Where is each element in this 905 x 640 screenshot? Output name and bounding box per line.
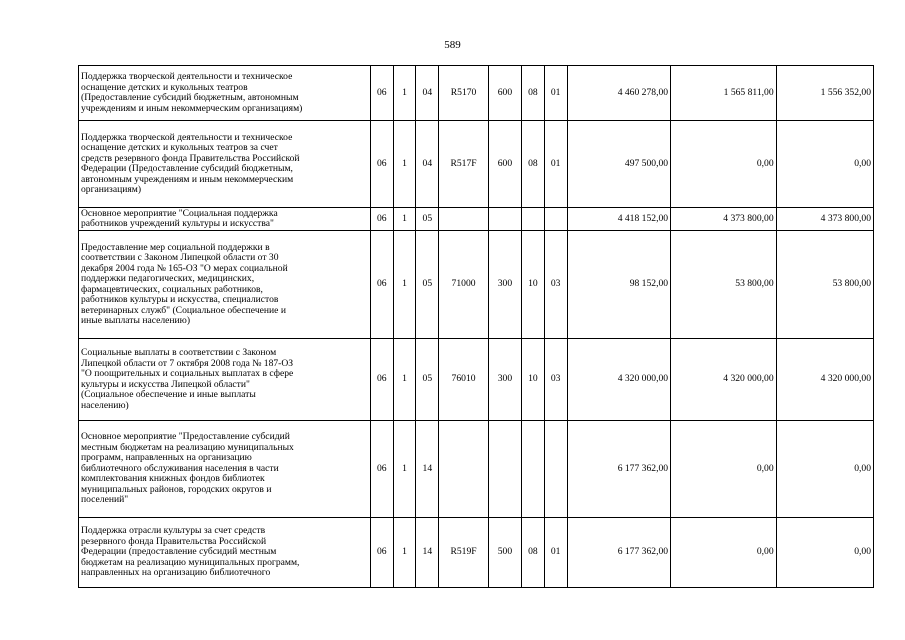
direction-code: 76010: [439, 339, 489, 421]
activity-code: 04: [416, 66, 439, 121]
program-code: 06: [370, 421, 393, 518]
subsection-code: 01: [544, 121, 567, 208]
row-description: Социальные выплаты в соответствии с Законом Липецкой области от 7 октября 2008 года № 187-ОЗ "О поощрительных и социальных выплатах в сфере культуры и искусства Липецкой области" (Социальное обеспечение и иные выплаты населению): [79, 339, 371, 421]
table-row: [79, 421, 874, 518]
subprogram-code: 1: [393, 66, 416, 121]
row-description: Основное мероприятие "Социальная поддержка работников учреждений культуры и искусства": [79, 208, 371, 231]
row-description: Предоставление мер социальной поддержки в соответствии с Законом Липецкой области от 30 декабря 2004 года № 165-ОЗ "О мерах социальной поддержки педагогических, медицинских, фармацевтических, социальных работников, работников культуры и искусства, специалистов ветеринарных служб" (Социальное обеспечение и иные выплаты населению): [79, 231, 371, 339]
table-row: [79, 121, 874, 208]
subsection-code: [544, 421, 567, 518]
row-description: Поддержка отрасли культуры за счет средств резервного фонда Правительства Российской Федерации (предоставление субсидий местным бюджетам на реализацию муниципальных программ, направленных на организацию библиотечного: [79, 518, 371, 588]
amount-year-1: 4 418 152,00: [567, 208, 671, 231]
subsection-code: 03: [544, 339, 567, 421]
table-row: [79, 66, 874, 121]
table-row: [79, 208, 874, 231]
amount-year-3: 4 320 000,00: [776, 339, 873, 421]
amount-year-3: 0,00: [776, 518, 873, 588]
program-code: 06: [370, 66, 393, 121]
amount-year-2: 53 800,00: [671, 231, 777, 339]
direction-code: R517F: [439, 121, 489, 208]
amount-year-2: 1 565 811,00: [671, 66, 777, 121]
subprogram-code: 1: [393, 231, 416, 339]
amount-year-1: 6 177 362,00: [567, 421, 671, 518]
section-code: 08: [522, 121, 545, 208]
amount-year-3: 4 373 800,00: [776, 208, 873, 231]
expense-type-code: [488, 208, 521, 231]
expense-type-code: 600: [488, 66, 521, 121]
direction-code: R519F: [439, 518, 489, 588]
amount-year-2: 0,00: [671, 518, 777, 588]
section-code: 08: [522, 66, 545, 121]
amount-year-1: 4 460 278,00: [567, 66, 671, 121]
subsection-code: 03: [544, 231, 567, 339]
amount-year-2: 0,00: [671, 421, 777, 518]
budget-table: [78, 65, 874, 588]
page-number: 589: [444, 39, 461, 51]
section-code: [522, 421, 545, 518]
table-row: [79, 518, 874, 588]
section-code: 10: [522, 339, 545, 421]
activity-code: 05: [416, 231, 439, 339]
amount-year-3: 53 800,00: [776, 231, 873, 339]
subprogram-code: 1: [393, 121, 416, 208]
program-code: 06: [370, 518, 393, 588]
amount-year-3: 0,00: [776, 121, 873, 208]
expense-type-code: 300: [488, 231, 521, 339]
section-code: 08: [522, 518, 545, 588]
expense-type-code: 600: [488, 121, 521, 208]
expense-type-code: 300: [488, 339, 521, 421]
direction-code: 71000: [439, 231, 489, 339]
amount-year-2: 4 320 000,00: [671, 339, 777, 421]
amount-year-2: 4 373 800,00: [671, 208, 777, 231]
amount-year-1: 4 320 000,00: [567, 339, 671, 421]
activity-code: 04: [416, 121, 439, 208]
row-description: Поддержка творческой деятельности и техническое оснащение детских и кукольных театров (Предоставление субсидий бюджетным, автономным учреждениям и иным некоммерческим организациям): [79, 66, 371, 121]
subprogram-code: 1: [393, 421, 416, 518]
program-code: 06: [370, 208, 393, 231]
amount-year-1: 6 177 362,00: [567, 518, 671, 588]
section-code: 10: [522, 231, 545, 339]
amount-year-2: 0,00: [671, 121, 777, 208]
direction-code: R5170: [439, 66, 489, 121]
subsection-code: [544, 208, 567, 231]
row-description: Основное мероприятие "Предоставление субсидий местным бюджетам на реализацию муниципальных программ, направленных на организацию библиотечного обслуживания населения в части комплектования книжных фондов библиотек муниципальных районов, городских округов и поселений": [79, 421, 371, 518]
direction-code: [439, 208, 489, 231]
amount-year-1: 98 152,00: [567, 231, 671, 339]
subprogram-code: 1: [393, 339, 416, 421]
amount-year-3: 0,00: [776, 421, 873, 518]
activity-code: 14: [416, 518, 439, 588]
table-row: [79, 339, 874, 421]
activity-code: 05: [416, 339, 439, 421]
program-code: 06: [370, 121, 393, 208]
expense-type-code: [488, 421, 521, 518]
table-row: [79, 231, 874, 339]
program-code: 06: [370, 339, 393, 421]
subprogram-code: 1: [393, 208, 416, 231]
amount-year-3: 1 556 352,00: [776, 66, 873, 121]
subprogram-code: 1: [393, 518, 416, 588]
program-code: 06: [370, 231, 393, 339]
section-code: [522, 208, 545, 231]
expense-type-code: 500: [488, 518, 521, 588]
activity-code: 14: [416, 421, 439, 518]
subsection-code: 01: [544, 66, 567, 121]
direction-code: [439, 421, 489, 518]
row-description: Поддержка творческой деятельности и техническое оснащение детских и кукольных театров за счет средств резервного фонда Правительства Российской Федерации (Предоставление субсидий бюджетным, автономным учреждениям и иным некоммерческим организациям): [79, 121, 371, 208]
amount-year-1: 497 500,00: [567, 121, 671, 208]
subsection-code: 01: [544, 518, 567, 588]
activity-code: 05: [416, 208, 439, 231]
